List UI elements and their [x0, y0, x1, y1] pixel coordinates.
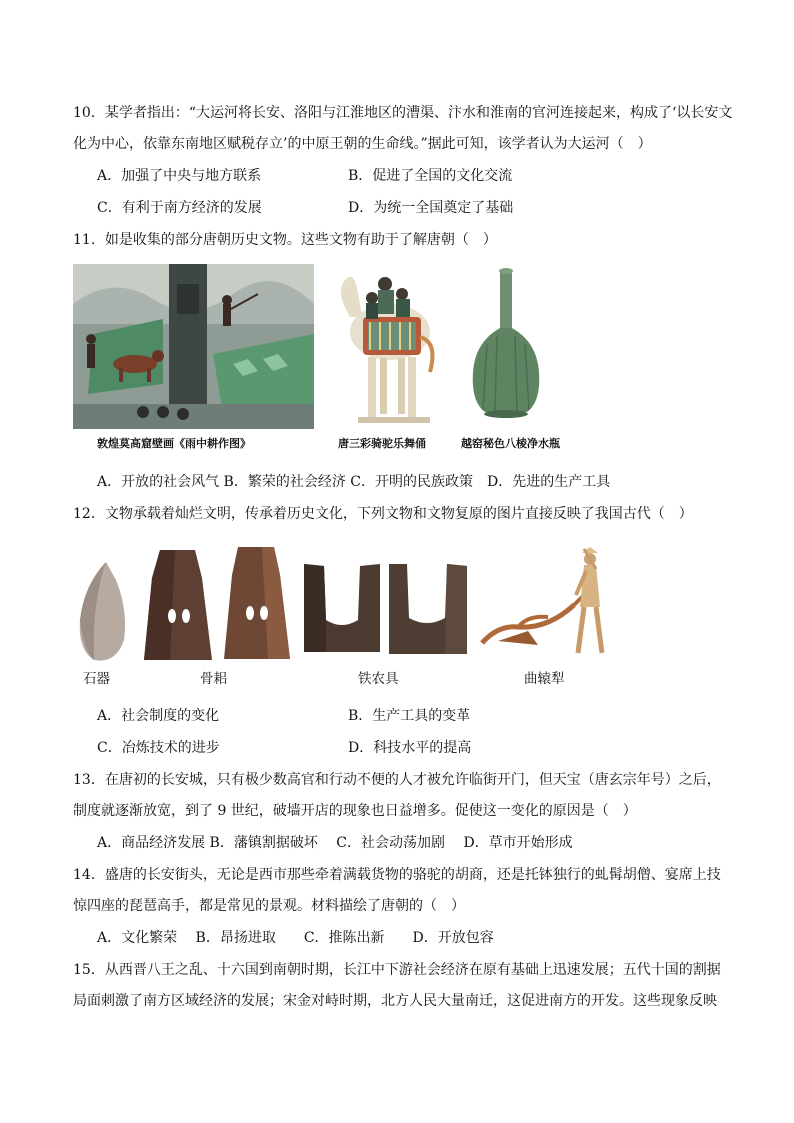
celadon-vase-image — [465, 262, 547, 430]
caption-vase: 越窑秘色八棱净水瓶 — [461, 437, 560, 450]
curved-plough-image — [478, 545, 608, 657]
q12-option-d: D．科技水平的提高 — [348, 740, 472, 756]
tang-sancai-camel-figure-image — [330, 262, 444, 430]
iron-tool-image-1 — [300, 560, 385, 656]
q12-option-a: A．社会制度的变化 — [97, 708, 220, 724]
q14-stem-line1: 14．盛唐的长安街头，无论是西市那些牵着满载货物的骆驼的胡商，还是托钵独行的虬髯胡僧、宴席上技 — [73, 867, 721, 883]
q13-options: A．商品经济发展 B．藩镇割据破坏 C．社会动荡加剧 D．草市开始形成 — [97, 835, 573, 851]
q10-option-d: D．为统一全国奠定了基础 — [348, 200, 514, 216]
q10-option-c: C．有利于南方经济的发展 — [97, 200, 262, 216]
q13-stem-line2: 制度就逐渐放宽，到了 9 世纪，破墙开店的现象也日益增多。促使这一变化的原因是（ ） — [73, 803, 637, 819]
bone-spade-image-1 — [140, 548, 215, 668]
caption-bone-spade: 骨耜 — [200, 671, 227, 687]
q11-stem: 11．如是收集的部分唐朝历史文物。这些文物有助于了解唐朝（ ） — [73, 232, 497, 248]
q14-stem-line2: 惊四座的琵琶高手，都是常见的景观。材料描绘了唐朝的（ ） — [73, 898, 465, 914]
iron-tool-image-2 — [385, 560, 470, 656]
bone-spade-image-2 — [222, 545, 292, 665]
q12-option-b: B．生产工具的变革 — [348, 708, 471, 724]
stone-tool-image — [76, 560, 128, 664]
q10-stem-line1: 10．某学者指出：“大运河将长安、洛阳与江淮地区的漕渠、汴水和淮南的官河连接起来，构成了‘以长安文 — [73, 105, 733, 121]
caption-camel: 唐三彩骑驼乐舞俑 — [338, 437, 426, 450]
q14-options: A．文化繁荣 B．昂扬进取 C．推陈出新 D．开放包容 — [97, 930, 494, 946]
q13-stem-line1: 13．在唐初的长安城，只有极少数高官和行动不便的人才被允许临街开门，但天宝（唐玄宗年号）之后， — [73, 772, 721, 788]
q10-option-a: A．加强了中央与地方联系 — [97, 168, 262, 184]
q15-stem-line2: 局面刺激了南方区域经济的发展；宋金对峙时期，北方人民大量南迁，这促进南方的开发。这些现象反映 — [73, 993, 717, 1009]
q11-options: A．开放的社会风气 B．繁荣的社会经济 C．开明的民族政策 D．先进的生产工具 — [97, 474, 611, 490]
q12-option-c: C．冶炼技术的进步 — [97, 740, 220, 756]
caption-mural: 敦煌莫高窟壁画《雨中耕作图》 — [97, 437, 251, 450]
caption-curved-plough: 曲辕犁 — [524, 671, 565, 687]
caption-iron-tools: 铁农具 — [358, 671, 399, 687]
caption-stone-tool: 石器 — [83, 671, 110, 687]
q10-option-b: B．促进了全国的文化交流 — [348, 168, 513, 184]
mural-painting-image — [73, 264, 314, 429]
q10-stem-line2: 化为中心，依靠东南地区赋税存立’的中原王朝的生命线。”据此可知，该学者认为大运河（ ） — [73, 136, 652, 152]
q15-stem-line1: 15．从西晋八王之乱、十六国到南朝时期，长江中下游社会经济在原有基础上迅速发展；五代十国的割据 — [73, 962, 721, 978]
q12-stem: 12．文物承载着灿烂文明，传承着历史文化，下列文物和文物复原的图片直接反映了我国古代（ ） — [73, 506, 693, 522]
